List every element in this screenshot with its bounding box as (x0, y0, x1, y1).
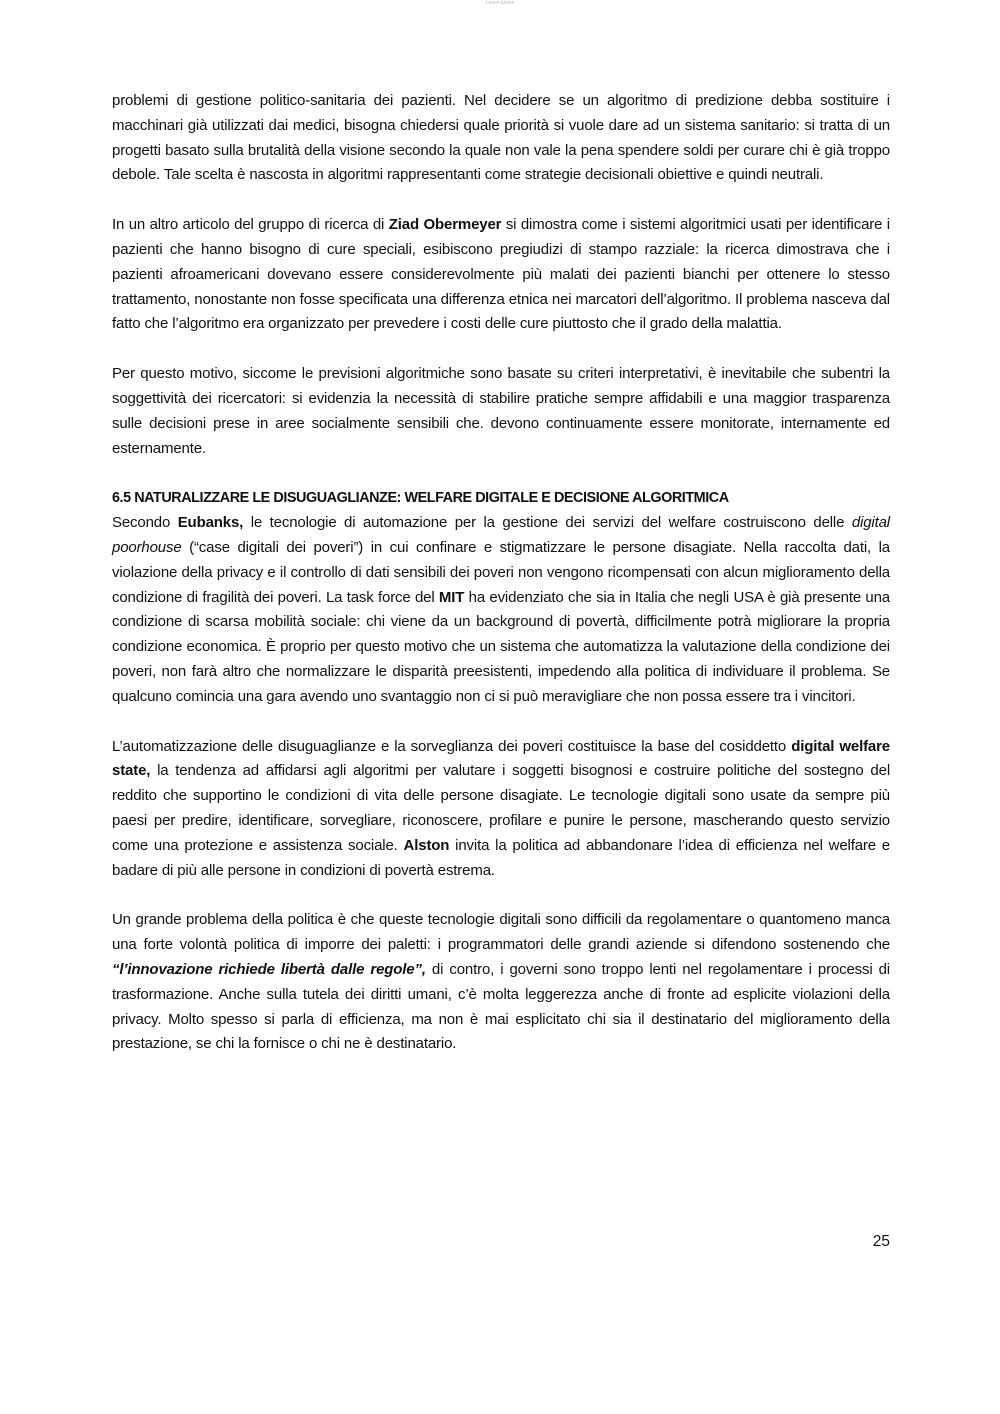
text-segment: di contro, i governi sono troppo lenti nel regolamentare i processi di trasformazione. Anche sulla tutela dei diritti umani, c’è molta leggerezza anche di fronte ad esplicite violazioni della privacy. Molto spesso si parla di efficienza, ma non è mai esplicitato chi sia il destinatario del miglioramento della prestazione, se chi la fornisce o chi ne è destinatario. (112, 960, 890, 1053)
document-body (112, 89, 890, 1082)
text-segment: Secondo (112, 514, 178, 532)
bold-text: Alston (403, 836, 450, 854)
watermark-text: Lorem ipsum (485, 0, 515, 6)
bold-text: MIT (438, 588, 465, 606)
body-paragraph (112, 735, 890, 884)
section-heading (112, 486, 890, 511)
text-segment: problemi di gestione politico-sanitaria dei pazienti. Nel decidere se un algoritmo di predizione debba sostituire i macchinari già utilizzati dai medici, bisogna chiedersi quale priorità si vuole dare ad un sistema sanitario: si tratta di un progetti basato sulla brutalità della visione secondo la quale non vale la pena spendere soldi per curare chi è già troppo debole. Tale scelta è nascosta in algoritmi rappresentanti come strategie decisionali obiettive e quindi neutrali. (112, 92, 890, 184)
text-segment: Per questo motivo, siccome le previsioni algoritmiche sono basate su criteri interpretativi, è inevitabile che subentri la soggettività dei ricercatori: si evidenzia la necessità di stabilire pratiche sempre affidabili e una maggior trasparenza sulle decisioni prese in aree socialmente sensibili che. devono continuamente essere monitorate, internamente ed esternamente. (112, 365, 890, 457)
text-segment: Un grande problema della politica è che queste tecnologie digitali sono difficili da regolamentare o quantomeno manca una forte volontà politica di imporre dei paletti: i programmatori delle grandi aziende si difendono sostenendo che (112, 911, 890, 954)
text-segment: invita la politica ad abbandonare l’idea di efficienza nel welfare e badare di più alle persone in condizioni di povertà estrema. (112, 836, 890, 879)
bold-text: Ziad Obermeyer (388, 216, 502, 234)
body-paragraph (112, 908, 890, 1057)
page-number: 25 (872, 1233, 890, 1250)
body-paragraph (112, 362, 890, 461)
quote-text: “l’innovazione richiede libertà dalle regole”, (112, 960, 426, 978)
bold-text: digital welfare state, (112, 737, 891, 780)
text-segment: le tecnologie di automazione per la gestione dei servizi del welfare costruiscono delle (243, 514, 852, 532)
text-segment: ha evidenziato che sia in Italia che negli USA è già presente una condizione di scarsa mobilità sociale: chi viene da un background di povertà, difficilmente potrà migliorare la propria condizione economica. È proprio per questo motivo che un sistema che automatizza la valutazione della condizione dei poveri, non farà altro che normalizzare le disparità preesistenti, impedendo alla politica di individuare il problema. Se qualcuno comincia una gara avendo uno svantaggio non ci si può meravigliare che non possa essere tra i vincitori. (112, 588, 890, 705)
text-segment: L’automatizzazione delle disuguaglianze e la sorveglianza dei poveri costituisce la base del cosiddetto (112, 737, 792, 755)
text-segment: si dimostra come i sistemi algoritmici usati per identificare i pazienti che hanno bisogno di cure speciali, esibiscono pregiudizi di stampo razziale: la ricerca dimostrava che i pazienti afroamericani dovevano essere considerevolmente più malati dei pazienti bianchi per ottenere lo stesso trattamento, nonostante non fosse specificata una differenza etnica nei marcatori dell’algoritmo. Il problema nasceva dal fatto che l’algoritmo era organizzato per prevedere i costi delle cure piuttosto che il grado della malattia. (112, 216, 890, 333)
body-paragraph (112, 511, 890, 709)
body-paragraph (112, 89, 890, 188)
text-segment: (“case digitali dei poveri”) in cui confinare e stigmatizzare le persone disagiate. Nella raccolta dati, la violazione della privacy e il controllo di dati sensibili dei poveri non vengono ricompensati con alcun miglioramento della condizione di fragilità dei poveri. La task force del (112, 538, 890, 606)
italic-text: digital poorhouse (112, 514, 890, 556)
bold-text: 6.5 NATURALIZZARE LE DISUGUAGLIANZE: WELFARE DIGITALE E DECISIONE ALGORITMICA (112, 490, 729, 507)
text-segment: In un altro articolo del gruppo di ricerca di (112, 216, 389, 234)
text-segment: la tendenza ad affidarsi agli algoritmi per valutare i soggetti bisognosi e costruire politiche del sostegno del reddito che supportino le condizioni di vita delle persone disagiate. Le tecnologie digitali sono usate da sempre più paesi per predire, identificare, sorvegliare, riconoscere, profilare e punire le persone, mascherando questo servizio come una protezione e assistenza sociale. (112, 762, 890, 854)
body-paragraph (112, 213, 890, 337)
bold-text: Eubanks, (177, 514, 244, 532)
